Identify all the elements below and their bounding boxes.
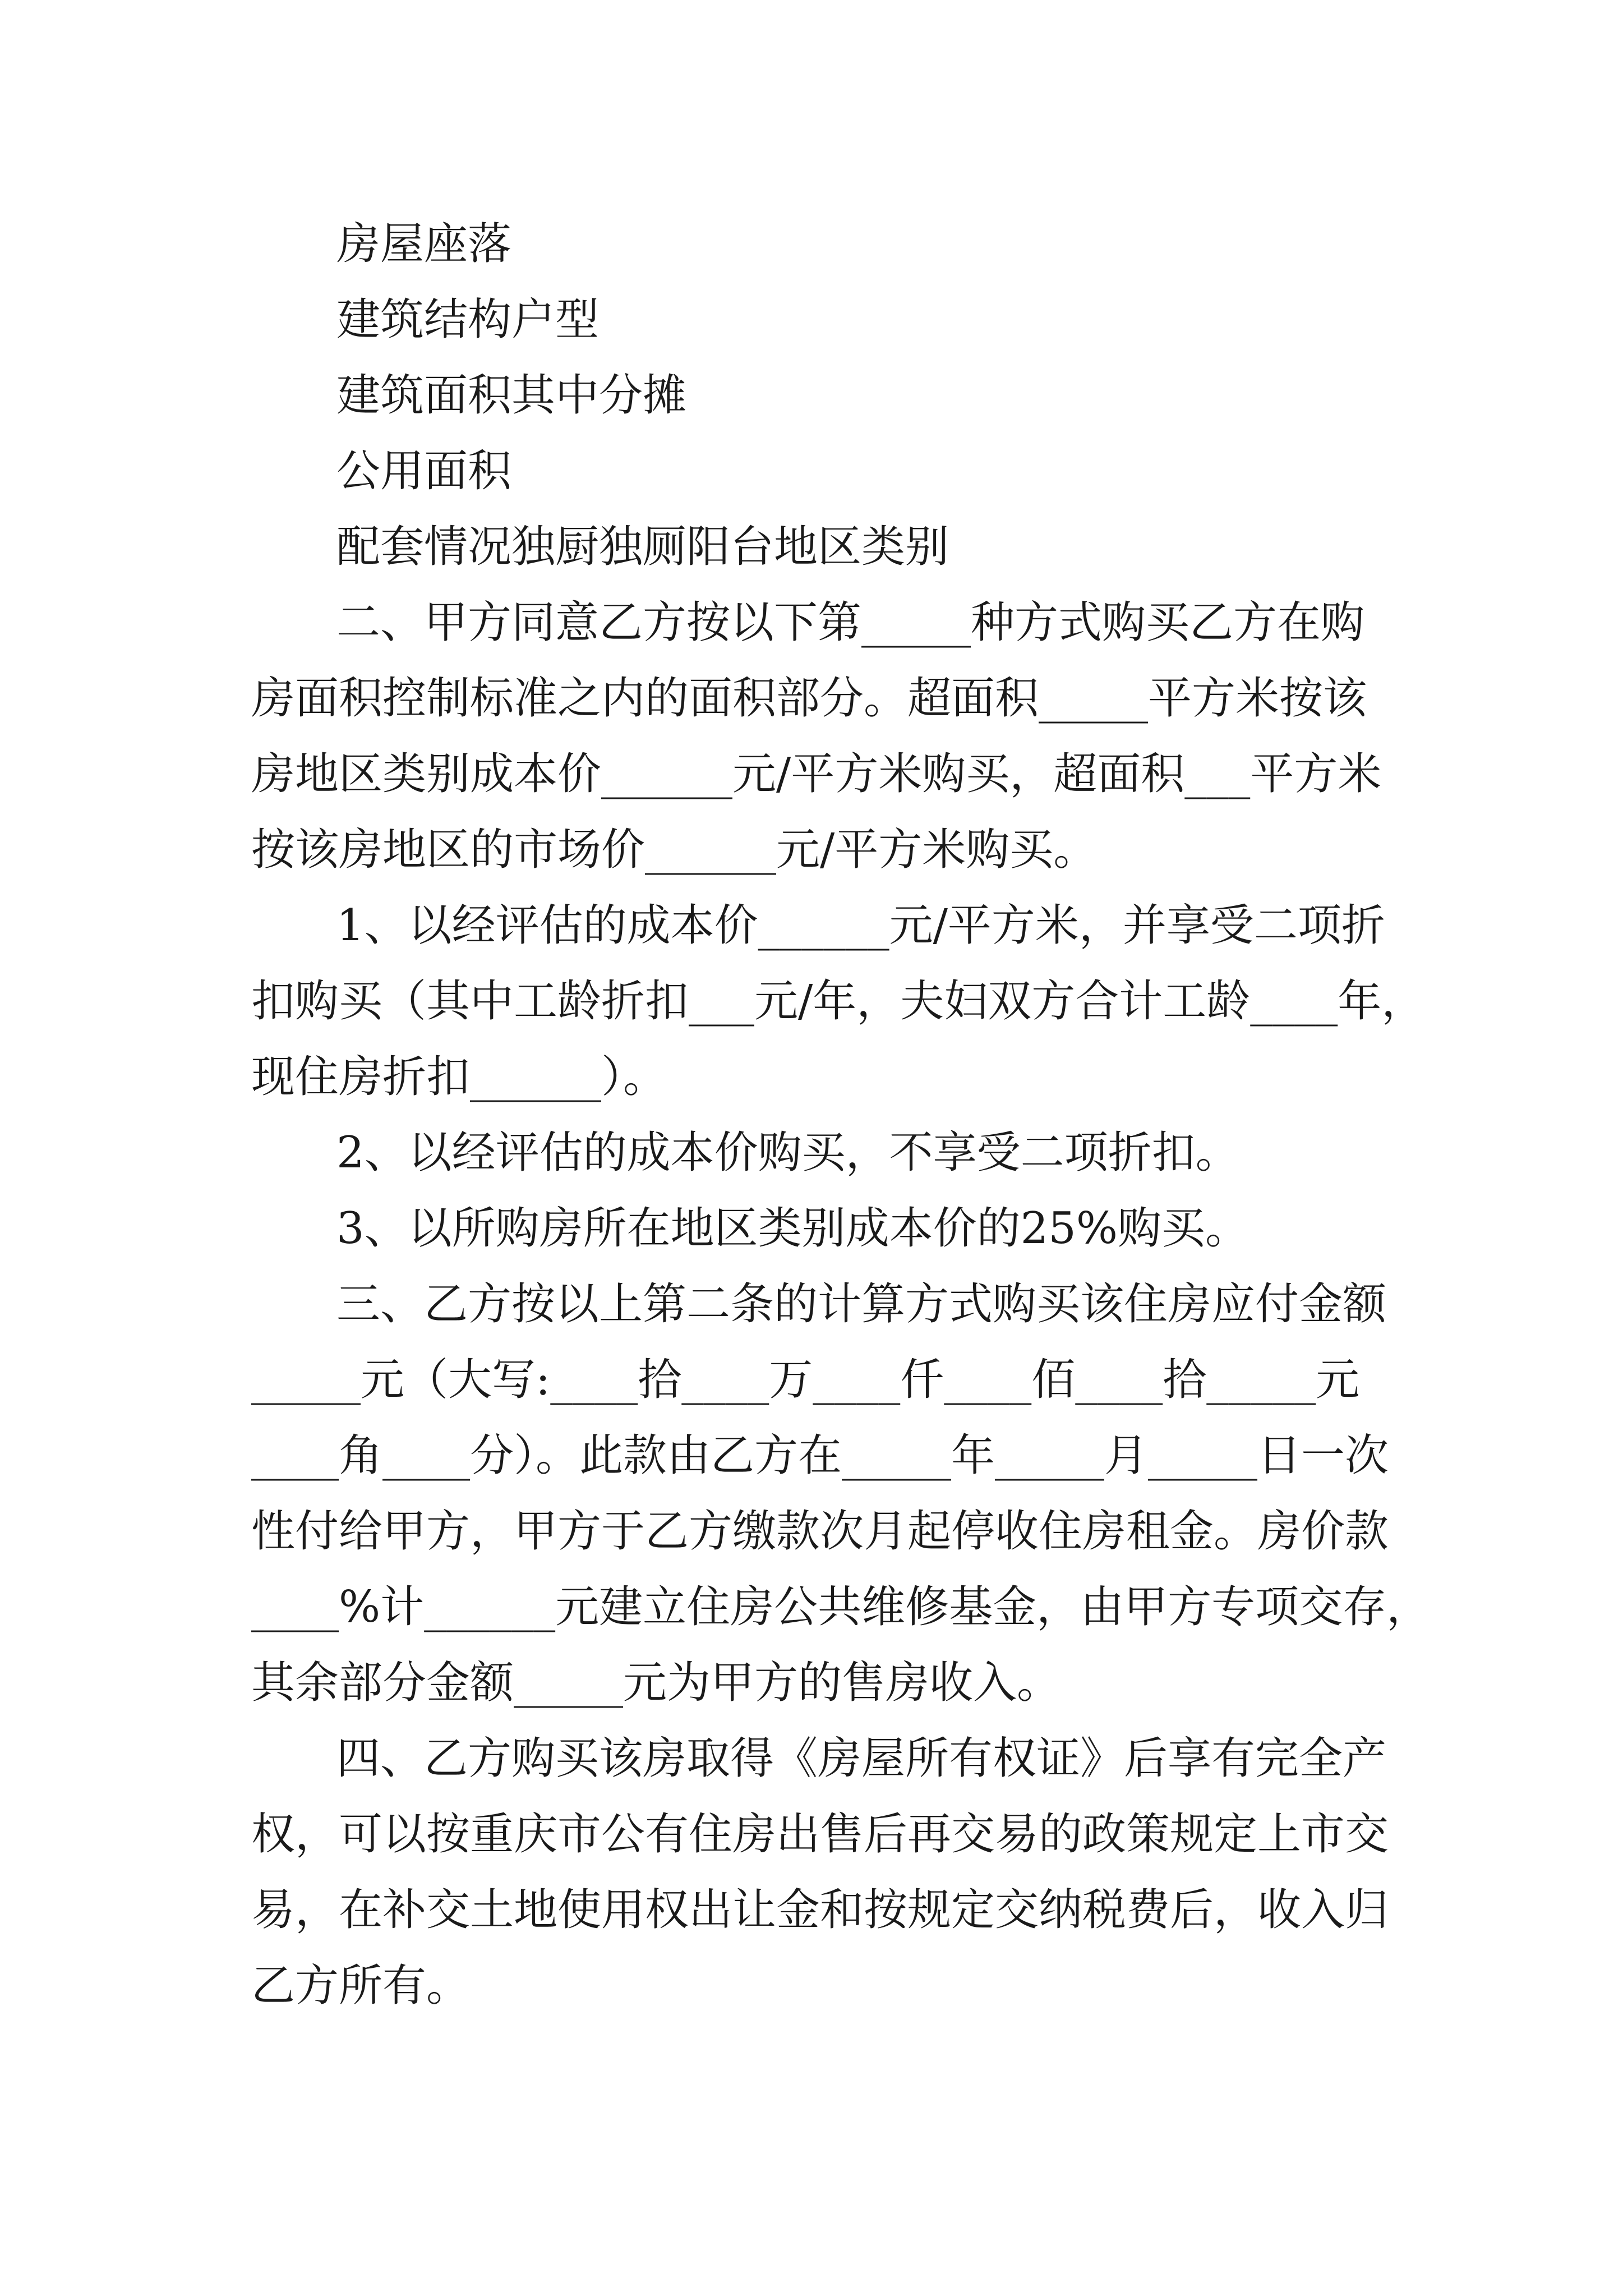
text-line: 按该房地区的市场价______元/平方米购买。: [251, 825, 1098, 875]
text-line: 公用面积: [336, 446, 512, 496]
text-line: 建筑结构户型: [336, 295, 600, 345]
text-line: 配套情况独厨独厕阳台地区类别: [336, 522, 949, 572]
text-line: 乙方所有。: [251, 1961, 471, 2011]
text-line: 2、以经评估的成本价购买，不享受二项折扣。: [336, 1128, 1239, 1178]
text-line: 1、以经评估的成本价______元/平方米，并享受二项折: [336, 900, 1385, 951]
text-line: 其余部分金额_____元为甲方的售房收入。: [251, 1658, 1061, 1708]
text-line: 3、以所购房所在地区类别成本价的25%购买。: [336, 1203, 1249, 1254]
text-line: 性付给甲方，甲方于乙方缴款次月起停收住房租金。房价款: [251, 1506, 1389, 1557]
text-line: ____角____分）。此款由乙方在_____年_____月_____日一次: [251, 1430, 1389, 1481]
text-line: 房屋座落: [336, 219, 512, 269]
text-line: 建筑面积其中分摊: [336, 370, 687, 421]
text-line: _____元（大写:____拾____万____仟____佰____拾_____元: [251, 1355, 1360, 1405]
text-line: 权，可以按重庆市公有住房出售后再交易的政策规定上市交: [251, 1809, 1389, 1860]
text-line: ____%计______元建立住房公共维修基金，由甲方专项交存，: [251, 1582, 1431, 1632]
text-line: 二、甲方同意乙方按以下第_____种方式购买乙方在购: [336, 597, 1365, 648]
text-line: 房地区类别成本价______元/平方米购买，超面积___平方米: [251, 749, 1382, 799]
text-line: 三、乙方按以上第二条的计算方式购买该住房应付金额: [336, 1279, 1387, 1329]
text-line: 现住房折扣______）。: [251, 1052, 667, 1102]
text-line: 易，在补交土地使用权出让金和按规定交纳税费后，收入归: [251, 1885, 1389, 1935]
text-line: 四、乙方购买该房取得《房屋所有权证》后享有完全产: [336, 1733, 1387, 1784]
text-line: 房面积控制标准之内的面积部分。超面积_____平方米按该: [251, 673, 1367, 724]
text-line: 扣购买（其中工龄折扣___元/年，夫妇双方合计工龄____年，: [251, 976, 1426, 1027]
